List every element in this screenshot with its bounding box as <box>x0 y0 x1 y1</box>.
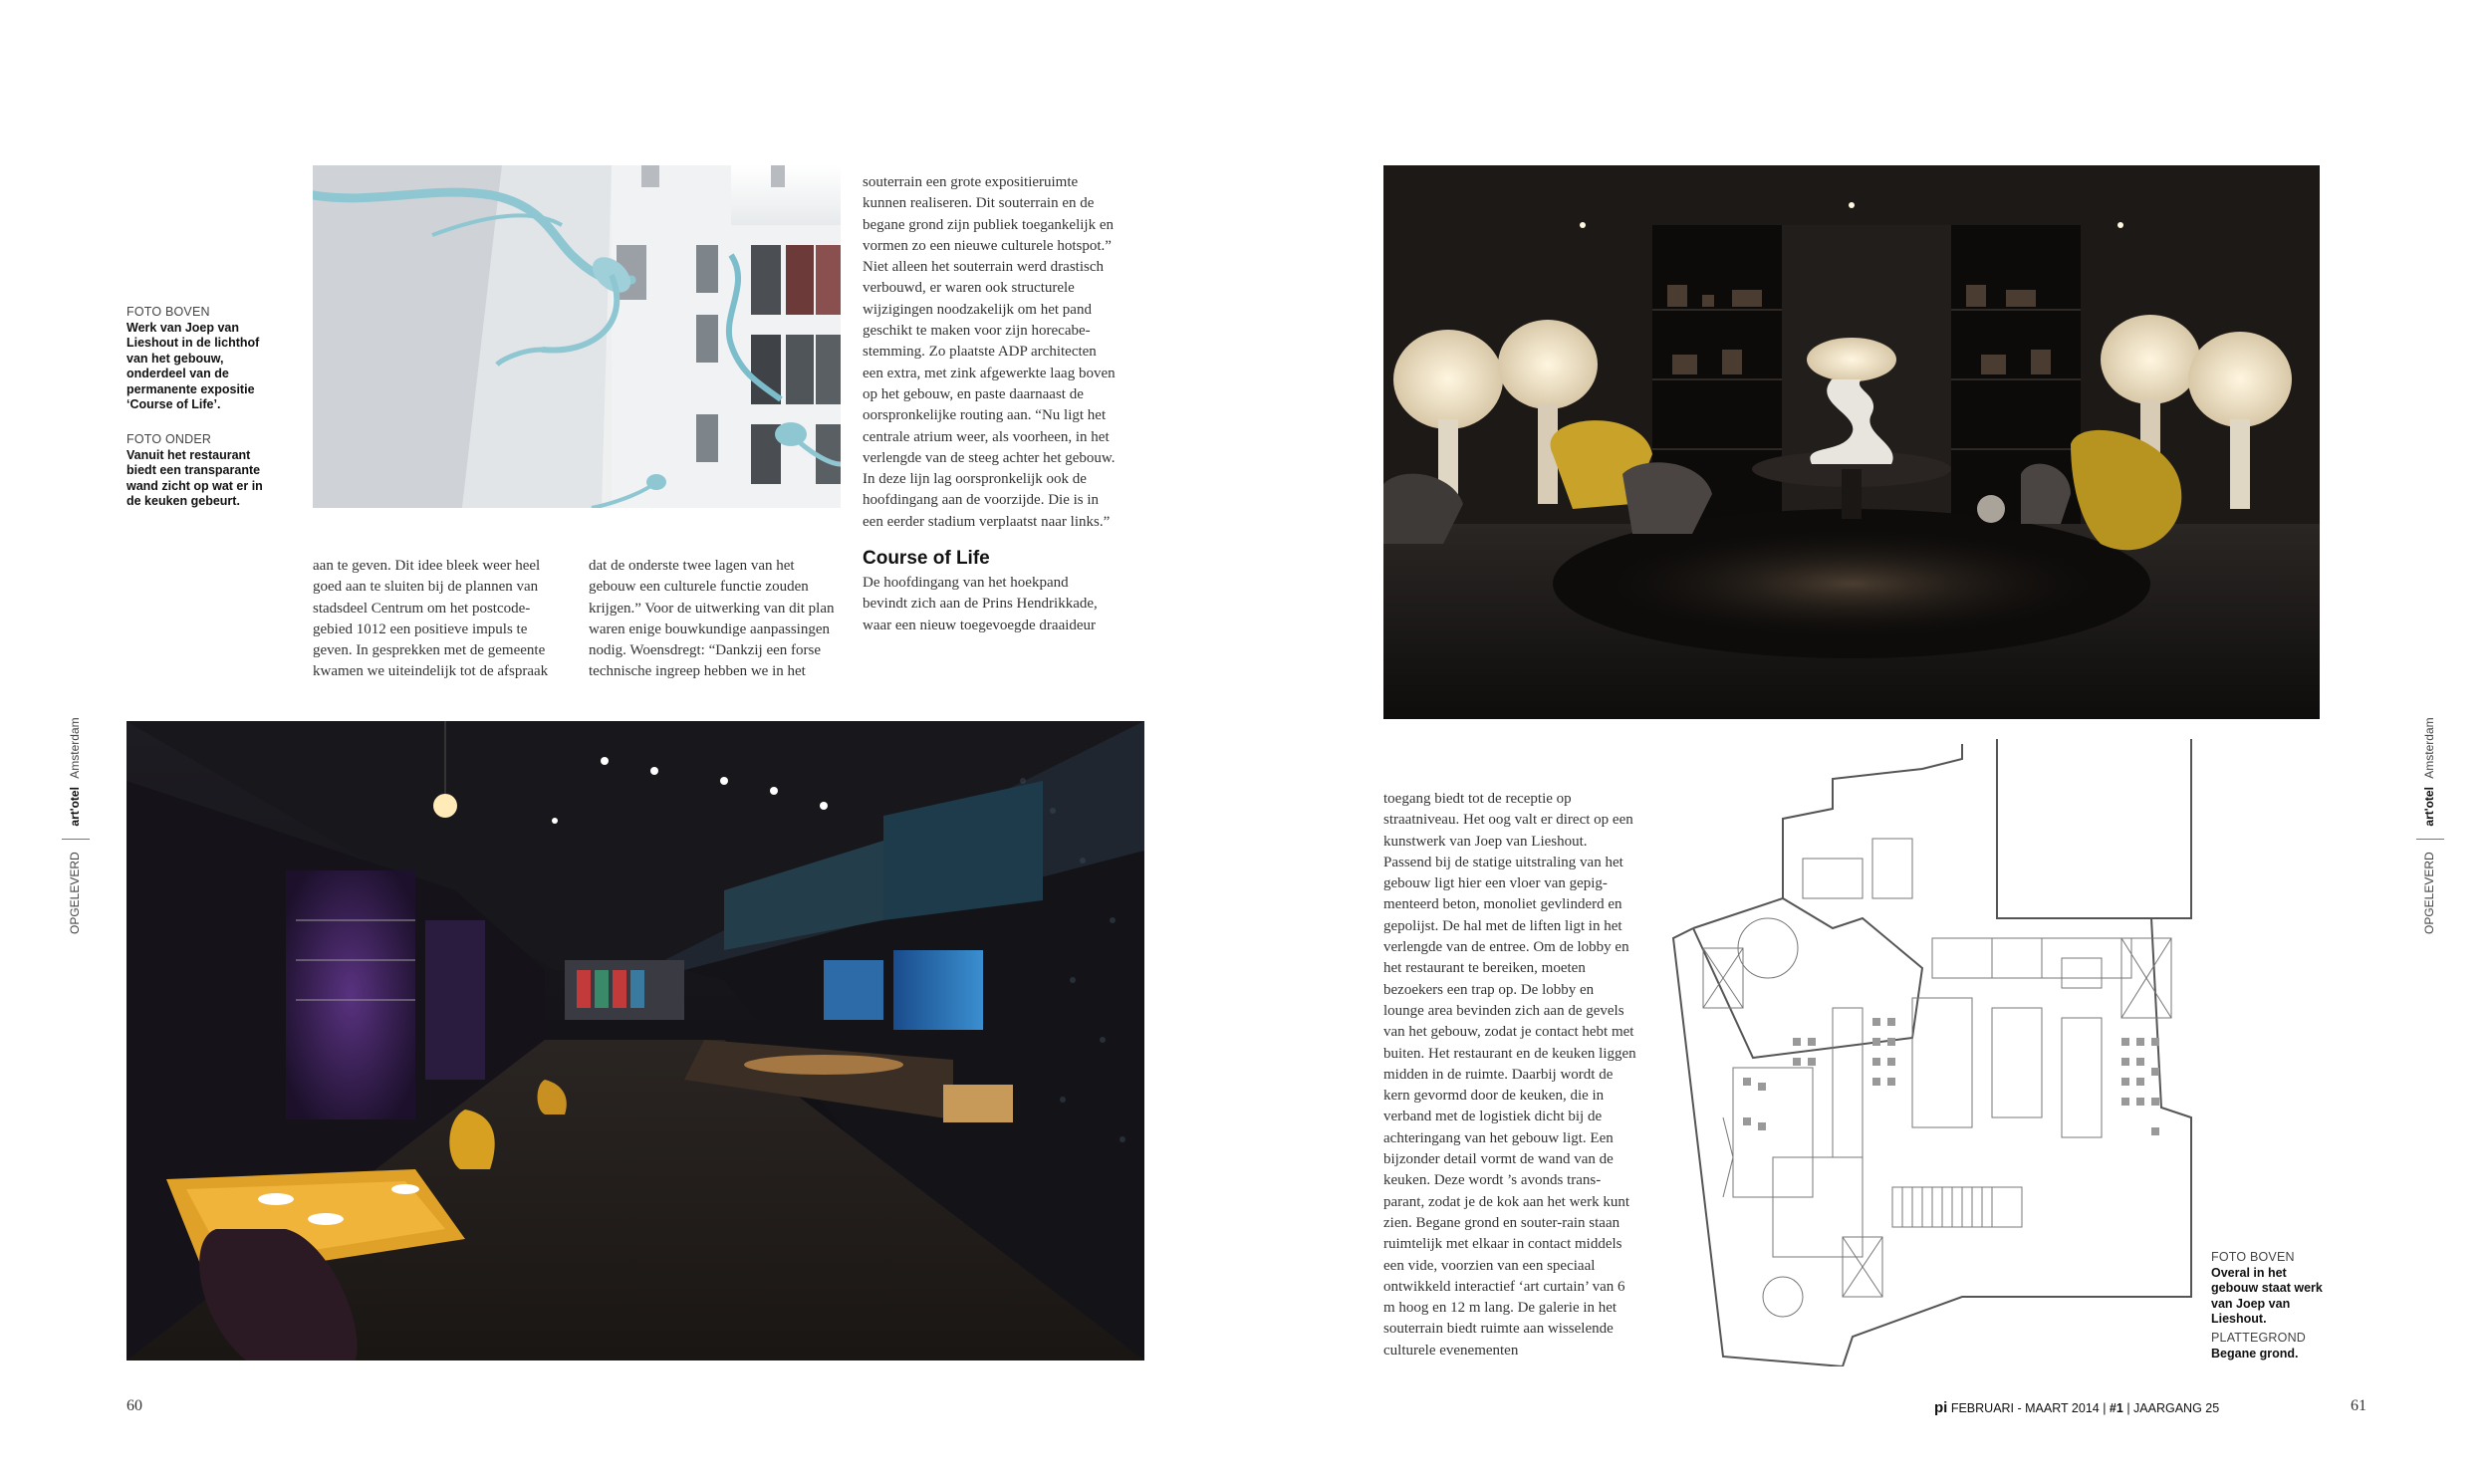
atrium-sculpture-photo <box>313 165 841 508</box>
divider <box>2416 839 2444 840</box>
side-section-label-right <box>2416 717 2444 934</box>
paragraph: Niet alleen het souterrain werd drastisch verbouwd, er waren ook structurele wijzigingen noodzakelijk om het pand geschikt te maken voor zijn horecabe-stemming. Zo plaatste ADP architecten een extra, met zink afgewerkte laag boven op het gebouw, en paste daarnaast de oorspronkelijke routing aan. “Nu ligt het centrale atrium weer, als voorheen, in het verlengde van de steeg achter het gebouw. In deze lijn lag oorspronkelijk ook de hoofdingang aan de voorzijde. Die is in een eerder stadium verplaatst naar links.” <box>863 259 1116 530</box>
caption-photo-top-right <box>2211 1250 2331 1328</box>
caption-text: Vanuit het restaurant biedt een transparante wand zicht op wat er in de keuken gebeurt. <box>126 447 263 508</box>
section-name: OPGELEVERD <box>68 852 83 934</box>
brand-name: art'otel <box>68 787 83 827</box>
body-text-column-1: aan te geven. Dit idee bleek weer heel goed aan te sluiten bij de plannen van stadsdeel Centrum om het postcode-gebied 1012 een positieve impuls te geven. In gesprekken met de gemeente kwamen we uiteindelijk tot de afspraak <box>313 558 549 680</box>
magazine-logo: pi <box>1934 1399 1948 1416</box>
magazine-footer <box>1934 1399 2219 1416</box>
side-section-label <box>62 717 90 934</box>
caption-label: PLATTEGROND <box>2211 1331 2307 1345</box>
lounge-photo <box>1383 165 2320 719</box>
caption-label: FOTO BOVEN <box>126 305 210 319</box>
section-heading: Course of Life <box>863 548 990 570</box>
city-name: Amsterdam <box>2422 717 2437 779</box>
body-text-column-2: dat de onderste twee lagen van het gebouw een culturele functie zouden krijgen.” Voor de uitwerking van dit plan waren enige bouwkundige aanpassingen nodig. Woensdregt: “Dankzij een forse technische ingreep hebben we in het <box>589 558 835 680</box>
issue-number: #1 <box>2109 1401 2123 1415</box>
caption-floor-plan <box>2211 1331 2331 1361</box>
caption-text: Begane grond. <box>2211 1346 2299 1360</box>
caption-label: FOTO ONDER <box>126 432 212 446</box>
restaurant-photo <box>126 721 1144 1360</box>
page-number-left: 60 <box>126 1397 142 1414</box>
caption-photo-bottom <box>126 432 276 510</box>
caption-label: FOTO BOVEN <box>2211 1250 2295 1264</box>
caption-text: Werk van Joep van Lieshout in de lichthof van het gebouw, onderdeel van de permanente expositie ‘Course of Life’. <box>126 320 260 411</box>
body-text-column-3 <box>863 172 1117 636</box>
paragraph: De hoofdingang van het hoekpand bevindt zich aan de Prins Hendrikkade, waar een nieuw toegevoegde draaideur <box>863 575 1098 633</box>
section-name: OPGELEVERD <box>2422 852 2437 934</box>
page-number-right: 61 <box>2351 1397 2366 1414</box>
city-name: Amsterdam <box>68 717 83 779</box>
floor-plan-drawing <box>1663 739 2201 1366</box>
paragraph: souterrain een grote expositieruimte kunnen realiseren. Dit souterrain en de begane grond zijn publiek toegankelijk en vormen zo een nieuwe culturele hotspot.” <box>863 174 1115 254</box>
body-text-right: toegang biedt tot de receptie op straatniveau. Het oog valt er direct op een kunstwerk van Joep van Lieshout. Passend bij de statige uitstraling van het gebouw ligt hier een vloer van gepig-menteerd beton, monoliet gevlinderd en gepolijst. De hal met de liften ligt in het verlengde van de entree. Om de lobby en het restaurant te bereiken, moeten bezoekers een trap op. De lobby en lounge area bevinden zich aan de gevels van het gebouw, zodat je contact hebt met buiten. Het restaurant en de keuken liggen midden in de ruimte. Daarbij wordt de kern gevormd door de keuken, die in verband met de logistiek dicht bij de achteringang van het gebouw ligt. Een bijzonder detail vormt de wand van de keuken. Deze wordt ’s avonds trans-parant, zodat je de kok aan het werk kunt zien. Begane grond en souter-rain staan ruimtelijk met elkaar in contact middels een vide, voorzien van een speciaal ontwikkeld interactief ‘art curtain’ van 6 m hoog en 12 m lang. De galerie in het souterrain biedt ruimte aan wisselende culturele evenementen <box>1383 791 1636 1359</box>
caption-text: Overal in het gebouw staat werk van Joep van Lieshout. <box>2211 1265 2323 1326</box>
volume: | JAARGANG 25 <box>2126 1401 2220 1415</box>
issue-date: FEBRUARI - MAART 2014 | <box>1950 1401 2107 1415</box>
brand-name: art'otel <box>2422 787 2437 827</box>
caption-photo-top <box>126 305 276 413</box>
divider <box>62 839 90 840</box>
